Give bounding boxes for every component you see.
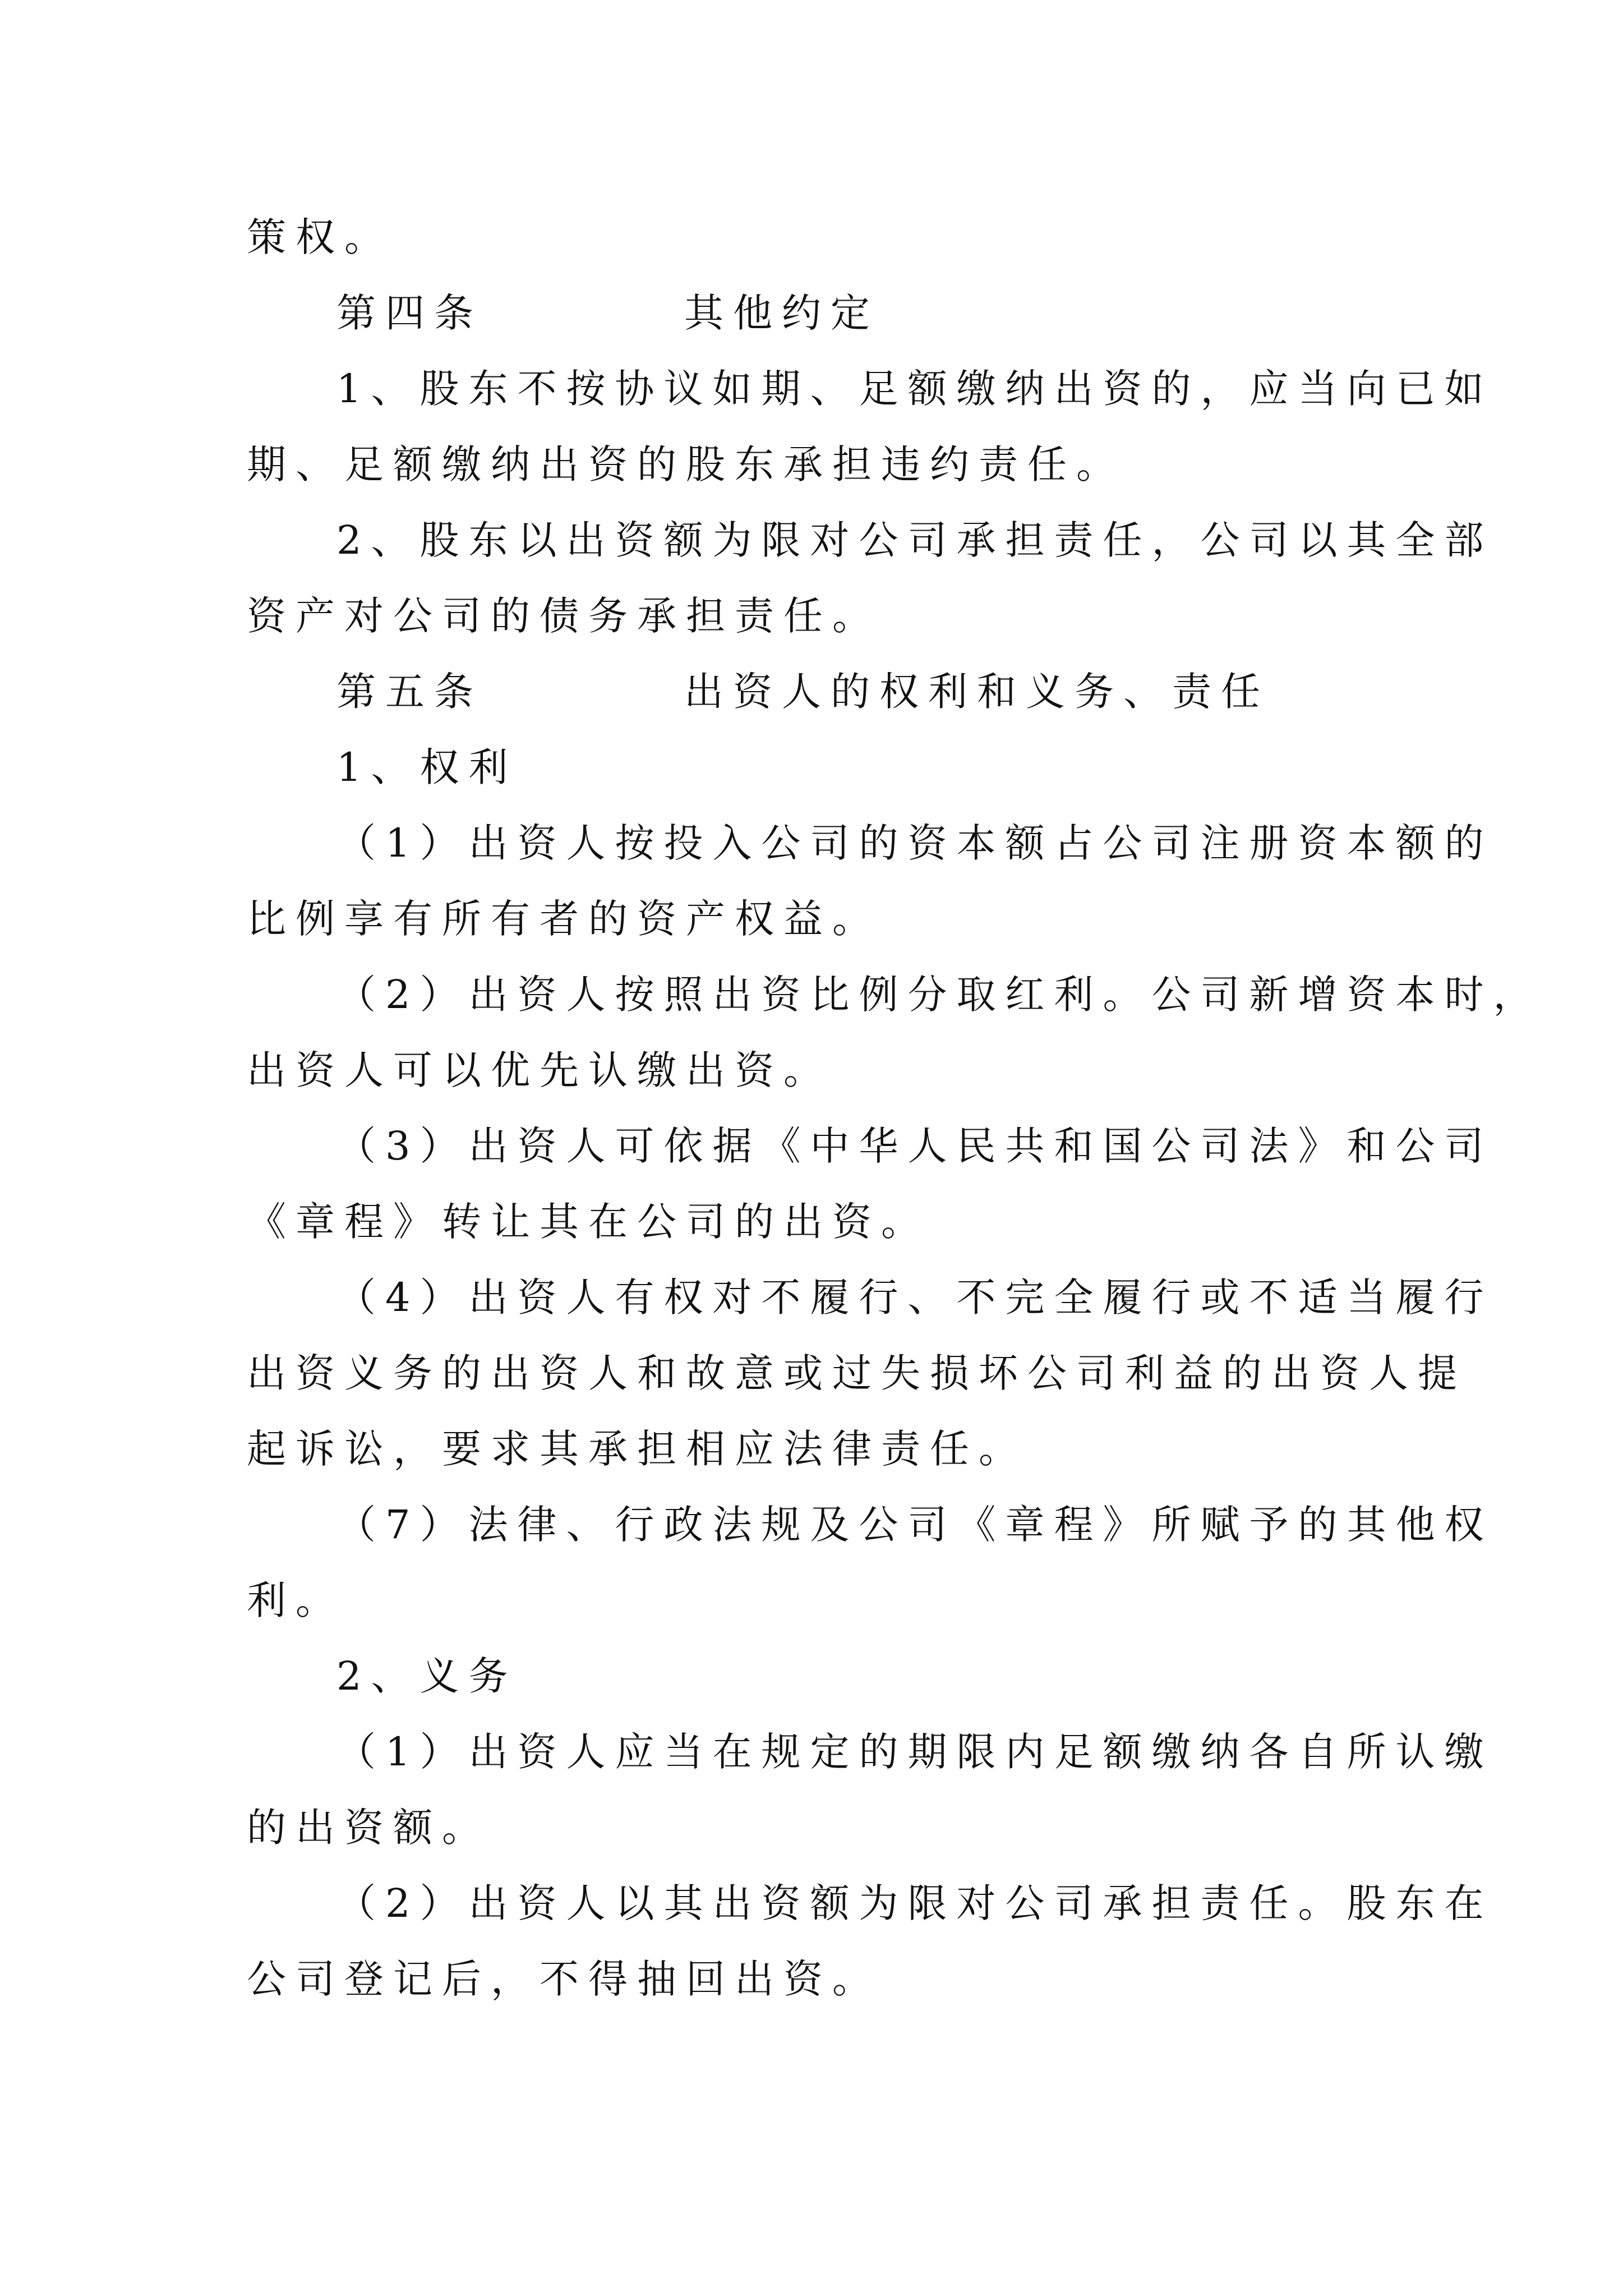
text-line: （1）出资人按投入公司的资本额占公司注册资本额的 <box>336 820 1493 866</box>
text-line: 策权。 <box>247 214 393 260</box>
text-line: （1）出资人应当在规定的期限内足额缴纳各自所认缴 <box>336 1729 1493 1775</box>
text-line: 的出资额。 <box>247 1805 491 1851</box>
text-line: 出资人可以优先认缴出资。 <box>247 1047 832 1093</box>
text-line: 比例享有所有者的资产权益。 <box>247 896 881 942</box>
text-line: 起诉讼，要求其承担相应法律责任。 <box>247 1426 1027 1472</box>
text-line: 资产对公司的债务承担责任。 <box>247 593 881 639</box>
text-line: 公司登记后，不得抽回出资。 <box>247 1956 881 2002</box>
text-line: 期、足额缴纳出资的股东承担违约责任。 <box>247 441 1125 487</box>
text-line: 2、股东以出资额为限对公司承担责任，公司以其全部 <box>336 517 1493 563</box>
text-line: （2）出资人按照出资比例分取红利。公司新增资本时， <box>336 972 1542 1018</box>
article-title: 出资人的权利和义务、责任 <box>684 669 1270 715</box>
text-line: 《章程》转让其在公司的出资。 <box>247 1199 930 1245</box>
article-number: 第五条 <box>336 669 483 715</box>
article-number: 第四条 <box>336 290 483 336</box>
text-line: 出资义务的出资人和故意或过失损坏公司利益的出资人提 <box>247 1350 1467 1396</box>
text-line: （7）法律、行政法规及公司《章程》所赋予的其他权 <box>336 1502 1493 1548</box>
text-line: 1、权利 <box>336 744 518 790</box>
article-title: 其他约定 <box>684 290 879 336</box>
text-line: 2、义务 <box>336 1653 518 1699</box>
text-line: 利。 <box>247 1577 344 1623</box>
text-line: （2）出资人以其出资额为限对公司承担责任。股东在 <box>336 1880 1493 1926</box>
text-line: （3）出资人可依据《中华人民共和国公司法》和公司 <box>336 1123 1493 1169</box>
text-line: 1、股东不按协议如期、足额缴纳出资的，应当向已如 <box>336 366 1493 412</box>
text-line: （4）出资人有权对不履行、不完全履行或不适当履行 <box>336 1274 1493 1320</box>
